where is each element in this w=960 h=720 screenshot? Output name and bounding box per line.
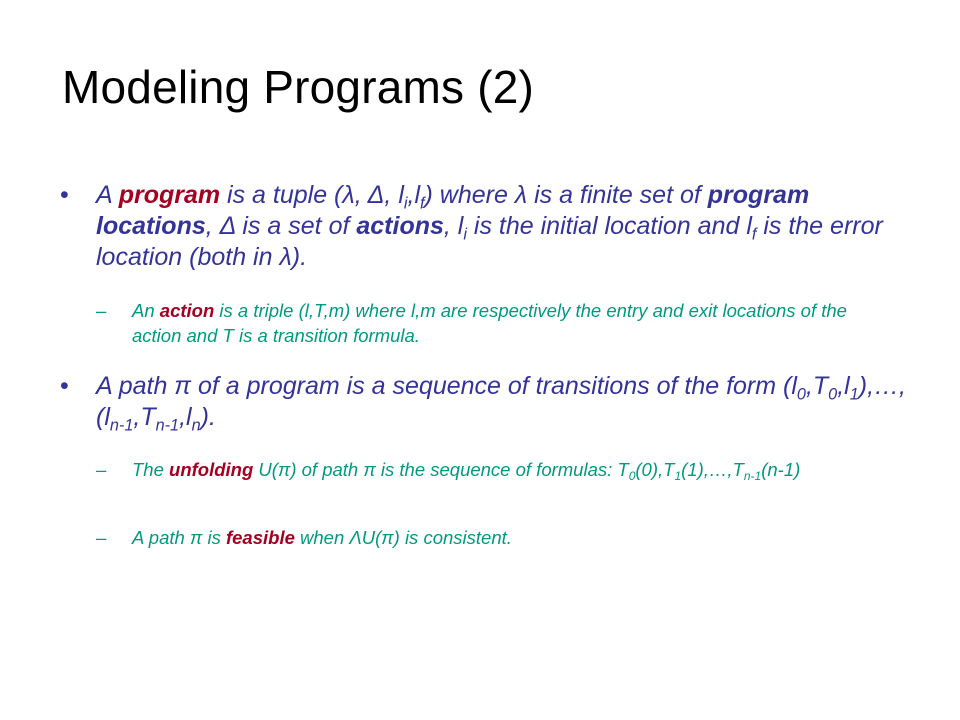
text-run: ),…,(l xyxy=(96,372,906,431)
bullet-path-definition xyxy=(60,371,920,441)
text-run: is the error location (both in λ). xyxy=(96,212,883,271)
text-run: The xyxy=(132,459,170,480)
subscript: n xyxy=(191,416,201,435)
subscript: i xyxy=(463,225,467,244)
text-run: (1),…,T xyxy=(681,459,744,480)
subbullet-marker: – xyxy=(96,459,107,480)
subscript: 0 xyxy=(828,385,838,404)
text-run: ) where λ is a finite set of xyxy=(424,181,708,209)
text-run: ,l xyxy=(407,181,420,209)
text-run: A path π is xyxy=(132,527,226,548)
text-run: , l xyxy=(443,212,464,240)
text-run: , Δ is a set of xyxy=(205,212,357,240)
text-run: ,l xyxy=(837,372,850,400)
subbullet-marker: – xyxy=(96,300,107,321)
subscript: 1 xyxy=(674,469,682,484)
text-run: (n-1) xyxy=(761,459,801,480)
subbullet-text xyxy=(132,525,856,550)
text-run: is a triple (l,T,m) where l,m are respectively the entry and exit locations of the action and T is a transition formula. xyxy=(132,300,847,346)
subbullet-unfolding xyxy=(96,457,856,511)
text-run: ,l xyxy=(179,403,192,431)
text-run: A xyxy=(96,181,119,209)
subbullet-action-definition xyxy=(96,298,856,350)
bullet-program-definition xyxy=(60,180,920,280)
bullet-marker: • xyxy=(60,181,69,209)
term-action: action xyxy=(159,300,215,321)
subscript: 0 xyxy=(796,385,806,404)
subbullet-marker: – xyxy=(96,527,107,548)
subscript: 0 xyxy=(628,469,636,484)
term-unfolding: unfolding xyxy=(169,459,254,480)
bullet-marker: • xyxy=(60,372,69,400)
term-program: program xyxy=(118,181,221,209)
text-run: is the initial location and l xyxy=(466,212,752,240)
term-actions: actions xyxy=(356,212,444,240)
slide-title: Modeling Programs (2) xyxy=(62,61,535,113)
text-run: A path π of a program is a sequence of transitions of the form (l xyxy=(96,372,797,400)
subscript: n-1 xyxy=(109,416,134,435)
subscript: n-1 xyxy=(155,416,180,435)
term-feasible: feasible xyxy=(225,527,295,548)
text-run: U(π) of path π is the sequence of formulas: T xyxy=(253,459,629,480)
text-run: when ΛU(π) is consistent. xyxy=(294,527,512,548)
text-run: ,T xyxy=(133,403,156,431)
bullet-text xyxy=(96,180,920,273)
text-run: ). xyxy=(200,403,216,431)
text-run: An xyxy=(132,300,160,321)
subbullet-text xyxy=(132,298,856,348)
subscript: f xyxy=(751,225,757,244)
subscript: n-1 xyxy=(743,469,762,484)
subscript: i xyxy=(403,194,408,213)
subscript: f xyxy=(420,194,425,213)
bullet-text xyxy=(96,371,920,433)
text-run: (0),T xyxy=(635,459,675,480)
term-program-locations: program locations xyxy=(96,181,810,240)
subscript: 1 xyxy=(849,385,859,404)
subbullet-text xyxy=(132,457,856,482)
text-run: is a tuple (λ, Δ, l xyxy=(220,181,404,209)
subbullet-feasible xyxy=(96,525,856,553)
text-run: ,T xyxy=(805,372,829,400)
